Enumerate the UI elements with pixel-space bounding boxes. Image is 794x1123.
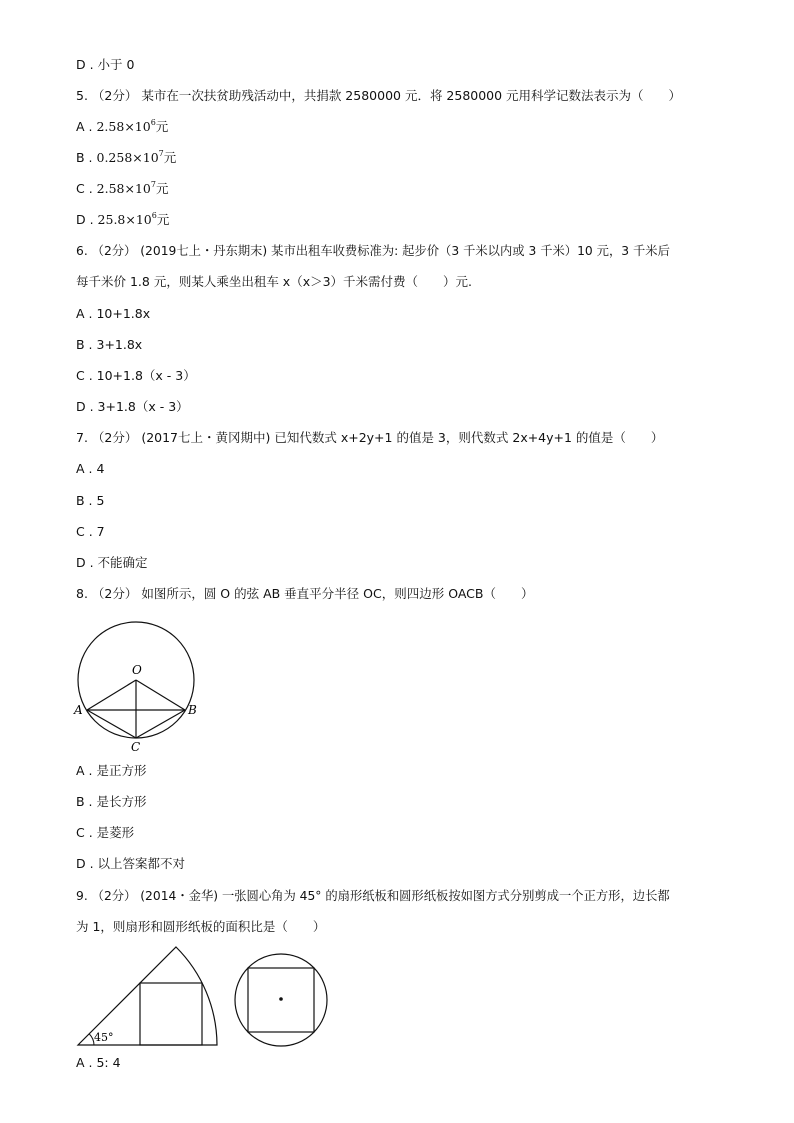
q7-option-c: C . 7 <box>76 524 105 539</box>
q5-option-c <box>76 179 168 199</box>
option-letter: C . <box>76 181 97 196</box>
option-exponent: 6 <box>151 211 157 220</box>
option-letter: B . <box>76 150 97 165</box>
q9-circle-figure <box>232 952 332 1052</box>
option-base: 25.8×10 <box>97 212 152 227</box>
q6-option-d: D . 3+1.8（x - 3） <box>76 399 189 414</box>
segment-bc <box>136 710 185 738</box>
q6-option-a: A . 10+1.8x <box>76 306 151 321</box>
option-unit: 元 <box>163 150 177 165</box>
q5-stem: 5. （2分） 某市在一次扶贫助残活动中，共捐款 2580000 元．将 2580000 元用科学记数法表示为（ ） <box>76 88 682 103</box>
label-c: C <box>131 740 141 754</box>
label-o: O <box>132 663 142 677</box>
q4-option-d: D . 小于 0 <box>76 57 135 72</box>
segment-oa <box>87 680 136 710</box>
inscribed-square <box>140 983 202 1045</box>
q9-option-a: A . 5: 4 <box>76 1055 121 1070</box>
option-exponent: 7 <box>158 149 164 158</box>
circle-chord-diagram <box>70 616 210 756</box>
q8-option-b: B . 是长方形 <box>76 794 147 809</box>
q5-option-b <box>76 148 176 168</box>
q6-stem-line2: 每千米价 1.8 元，则某人乘坐出租车 x（x＞3）千米需付费（ ）元. <box>76 274 473 289</box>
q7-stem: 7. （2分） (2017七上・黄冈期中) 已知代数式 x+2y+1 的值是 3，则代数式 2x+4y+1 的值是（ ） <box>76 430 664 445</box>
center-dot <box>279 997 283 1001</box>
option-exponent: 7 <box>150 180 156 189</box>
circle-square-diagram <box>232 952 332 1052</box>
segment-ac <box>87 710 136 738</box>
q7-option-a: A . 4 <box>76 461 105 476</box>
q9-sector-figure <box>74 942 234 1050</box>
q8-option-a: A . 是正方形 <box>76 763 147 778</box>
q8-option-c: C . 是菱形 <box>76 825 135 840</box>
option-base: 2.58×10 <box>96 181 151 196</box>
angle-label: 45° <box>94 1031 114 1044</box>
segment-ob <box>136 680 185 710</box>
sector-square-diagram <box>74 942 234 1050</box>
option-exponent: 6 <box>150 118 156 127</box>
q8-stem: 8. （2分） 如图所示，圆 O 的弦 AB 垂直平分半径 OC，则四边形 OACB（ ） <box>76 586 534 601</box>
option-unit: 元 <box>155 119 169 134</box>
q9-stem-line2: 为 1，则扇形和圆形纸板的面积比是（ ） <box>76 919 326 934</box>
option-unit: 元 <box>156 212 170 227</box>
q7-option-d: D . 不能确定 <box>76 555 148 570</box>
label-a: A <box>74 703 83 717</box>
q6-stem-line1: 6. （2分） (2019七上・丹东期末) 某市出租车收费标准为: 起步价（3 千米以内或 3 千米）10 元，3 千米后 <box>76 244 670 258</box>
q9-stem-line1: 9. （2分） (2014・金华) 一张圆心角为 45° 的扇形纸板和圆形纸板按如图方式分别剪成一个正方形，边长都 <box>76 889 670 903</box>
option-base: 2.58×10 <box>96 119 151 134</box>
q5-option-a <box>76 117 168 137</box>
option-base: 0.258×10 <box>96 150 159 165</box>
q6-option-c: C . 10+1.8（x - 3） <box>76 368 196 383</box>
label-b: B <box>188 703 197 717</box>
q8-circle-figure <box>70 616 210 756</box>
q5-option-d <box>76 210 169 230</box>
q8-option-d: D . 以上答案都不对 <box>76 856 186 871</box>
option-unit: 元 <box>155 181 169 196</box>
q7-option-b: B . 5 <box>76 493 105 508</box>
option-letter: A . <box>76 119 97 134</box>
q6-option-b: B . 3+1.8x <box>76 337 143 352</box>
option-letter: D . <box>76 212 98 227</box>
